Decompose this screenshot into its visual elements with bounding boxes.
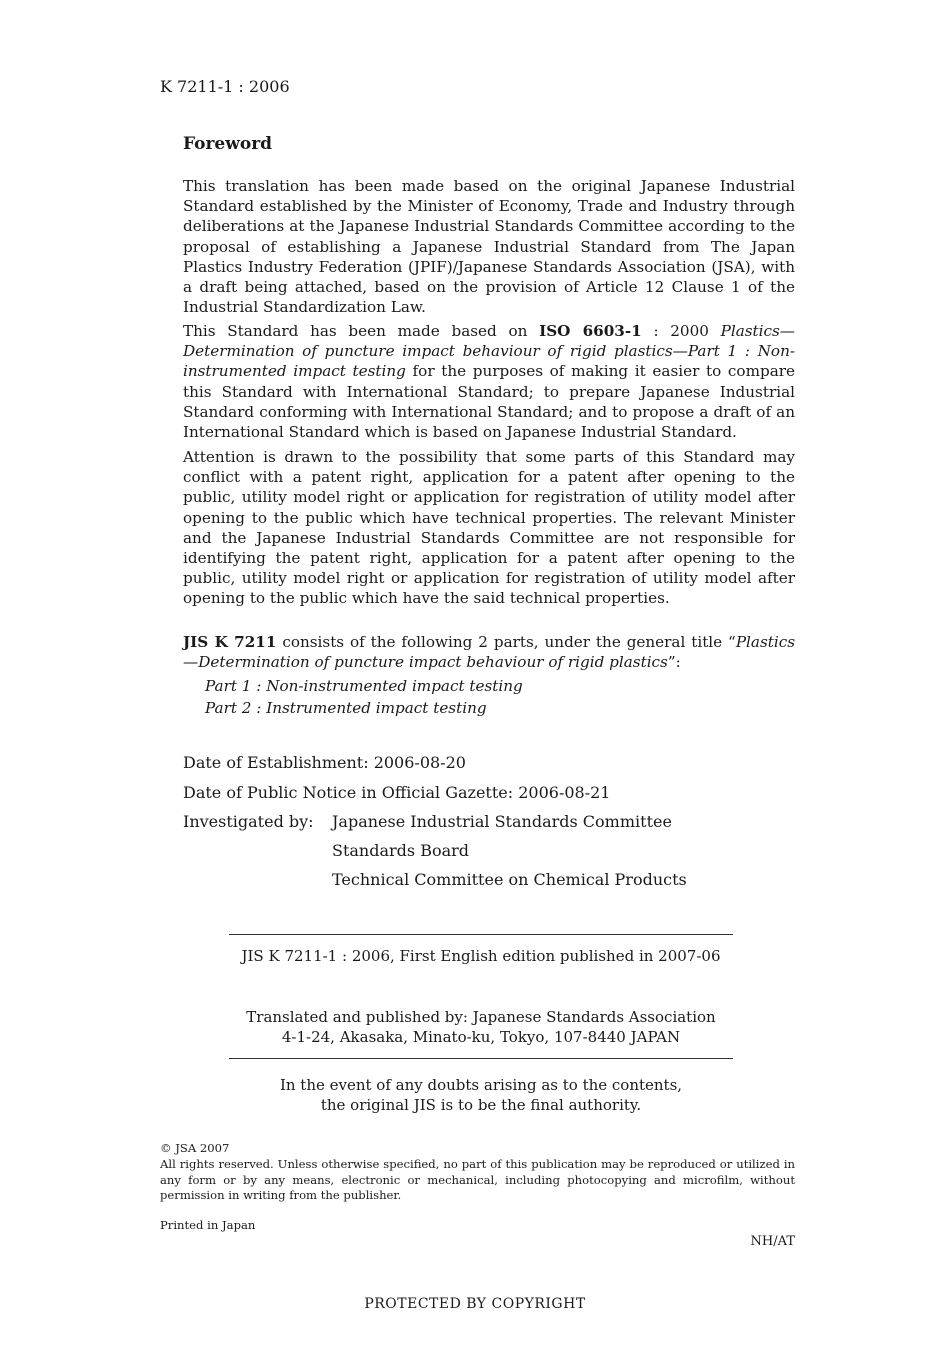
part-1-item: Part 1 : Non-instrumented impact testing — [205, 677, 523, 695]
authority-line-2: the original JIS is to be the final authority. — [320, 1095, 642, 1114]
copyright-line: © JSA 2007 — [160, 1141, 230, 1155]
translator-code: NH/AT — [750, 1234, 795, 1249]
investigator-1: Japanese Industrial Standards Committee — [332, 812, 672, 831]
iso-reference: ISO 6603-1 — [539, 322, 642, 340]
rights-statement: All rights reserved. Unless otherwise specified, no part of this publication may be reproduced or utilized in any form or by any means, electronic or mechanical, including photocopying and microfilm, without permission in writing from the publisher. — [160, 1157, 795, 1202]
address-line: 4-1-24, Akasaka, Minato-ku, Tokyo, 107-8440 JAPAN — [281, 1027, 681, 1046]
divider-bottom — [229, 1058, 733, 1059]
foreword-title: Foreword — [183, 134, 273, 154]
para4-text-end: ”: — [667, 653, 681, 672]
foreword-paragraph-4 — [183, 632, 795, 672]
para2-text-before: This Standard has been made based on — [183, 322, 540, 340]
para4-text-mid: consists of the following 2 parts, under the general title “ — [276, 633, 736, 651]
publisher-line: Translated and published by: Japanese Standards Association — [246, 1008, 716, 1026]
jis-reference: JIS K 7211 — [183, 633, 277, 651]
iso-title: Plastics—Determination of puncture impact behaviour of rigid plastics—Part 1 : Non-instrumented impact testing — [183, 322, 795, 381]
iso-year: : 2000 — [641, 322, 721, 340]
foreword-paragraph-1: This translation has been made based on the original Japanese Industrial Standard established by the Minister of Economy, Trade and Industry through deliberations at the Japanese Industrial Standards Committee according to the proposal of establishing a Japanese Industrial Standard from The Japan Plastics Industry Federation (JPIF)/Japanese Standards Association (JSA), with a draft being attached, based on the provision of Article 12 Clause 1 of the Industrial Standardization Law. — [183, 177, 795, 317]
public-notice-date: Date of Public Notice in Official Gazette: 2006-08-21 — [183, 783, 611, 802]
authority-note — [229, 1076, 733, 1115]
investigator-3: Technical Committee on Chemical Products — [332, 870, 687, 889]
para2-text-after: for the purposes of making it easier to compare this Standard with International Standard; to prepare Japanese Industrial Standard conforming with International Standard; and to propose a draft of an International Standard which is based on Japanese Industrial Standard. — [183, 362, 795, 442]
part-2-item: Part 2 : Instrumented impact testing — [205, 699, 487, 717]
publisher-block — [229, 1008, 733, 1047]
authority-line-1: In the event of any doubts arising as to the contents, — [279, 1076, 683, 1094]
document-id-header: K 7211-1 : 2006 — [160, 77, 290, 96]
establishment-date: Date of Establishment: 2006-08-20 — [183, 753, 466, 772]
investigator-2: Standards Board — [332, 841, 470, 860]
divider-top — [229, 934, 733, 935]
edition-line: JIS K 7211-1 : 2006, First English edition published in 2007-06 — [241, 947, 721, 965]
foreword-paragraph-2 — [183, 321, 795, 442]
copyright-footer: PROTECTED BY COPYRIGHT — [364, 1296, 586, 1312]
foreword-paragraph-3: Attention is drawn to the possibility that some parts of this Standard may conflict with a patent right, application for a patent after opening to the public, utility model right or application for registration of utility model after opening to the public which have technical properties. The relevant Minister and the Japanese Industrial Standards Committee are not responsible for identifying the patent right, application for a patent after opening to the public, utility model right or application for registration of utility model after opening to the public which have the said technical properties. — [183, 448, 795, 608]
general-title: Plastics—Determination of puncture impact behaviour of rigid plastics — [183, 633, 795, 672]
investigated-label: Investigated by: — [183, 812, 314, 831]
printed-in: Printed in Japan — [160, 1218, 256, 1232]
